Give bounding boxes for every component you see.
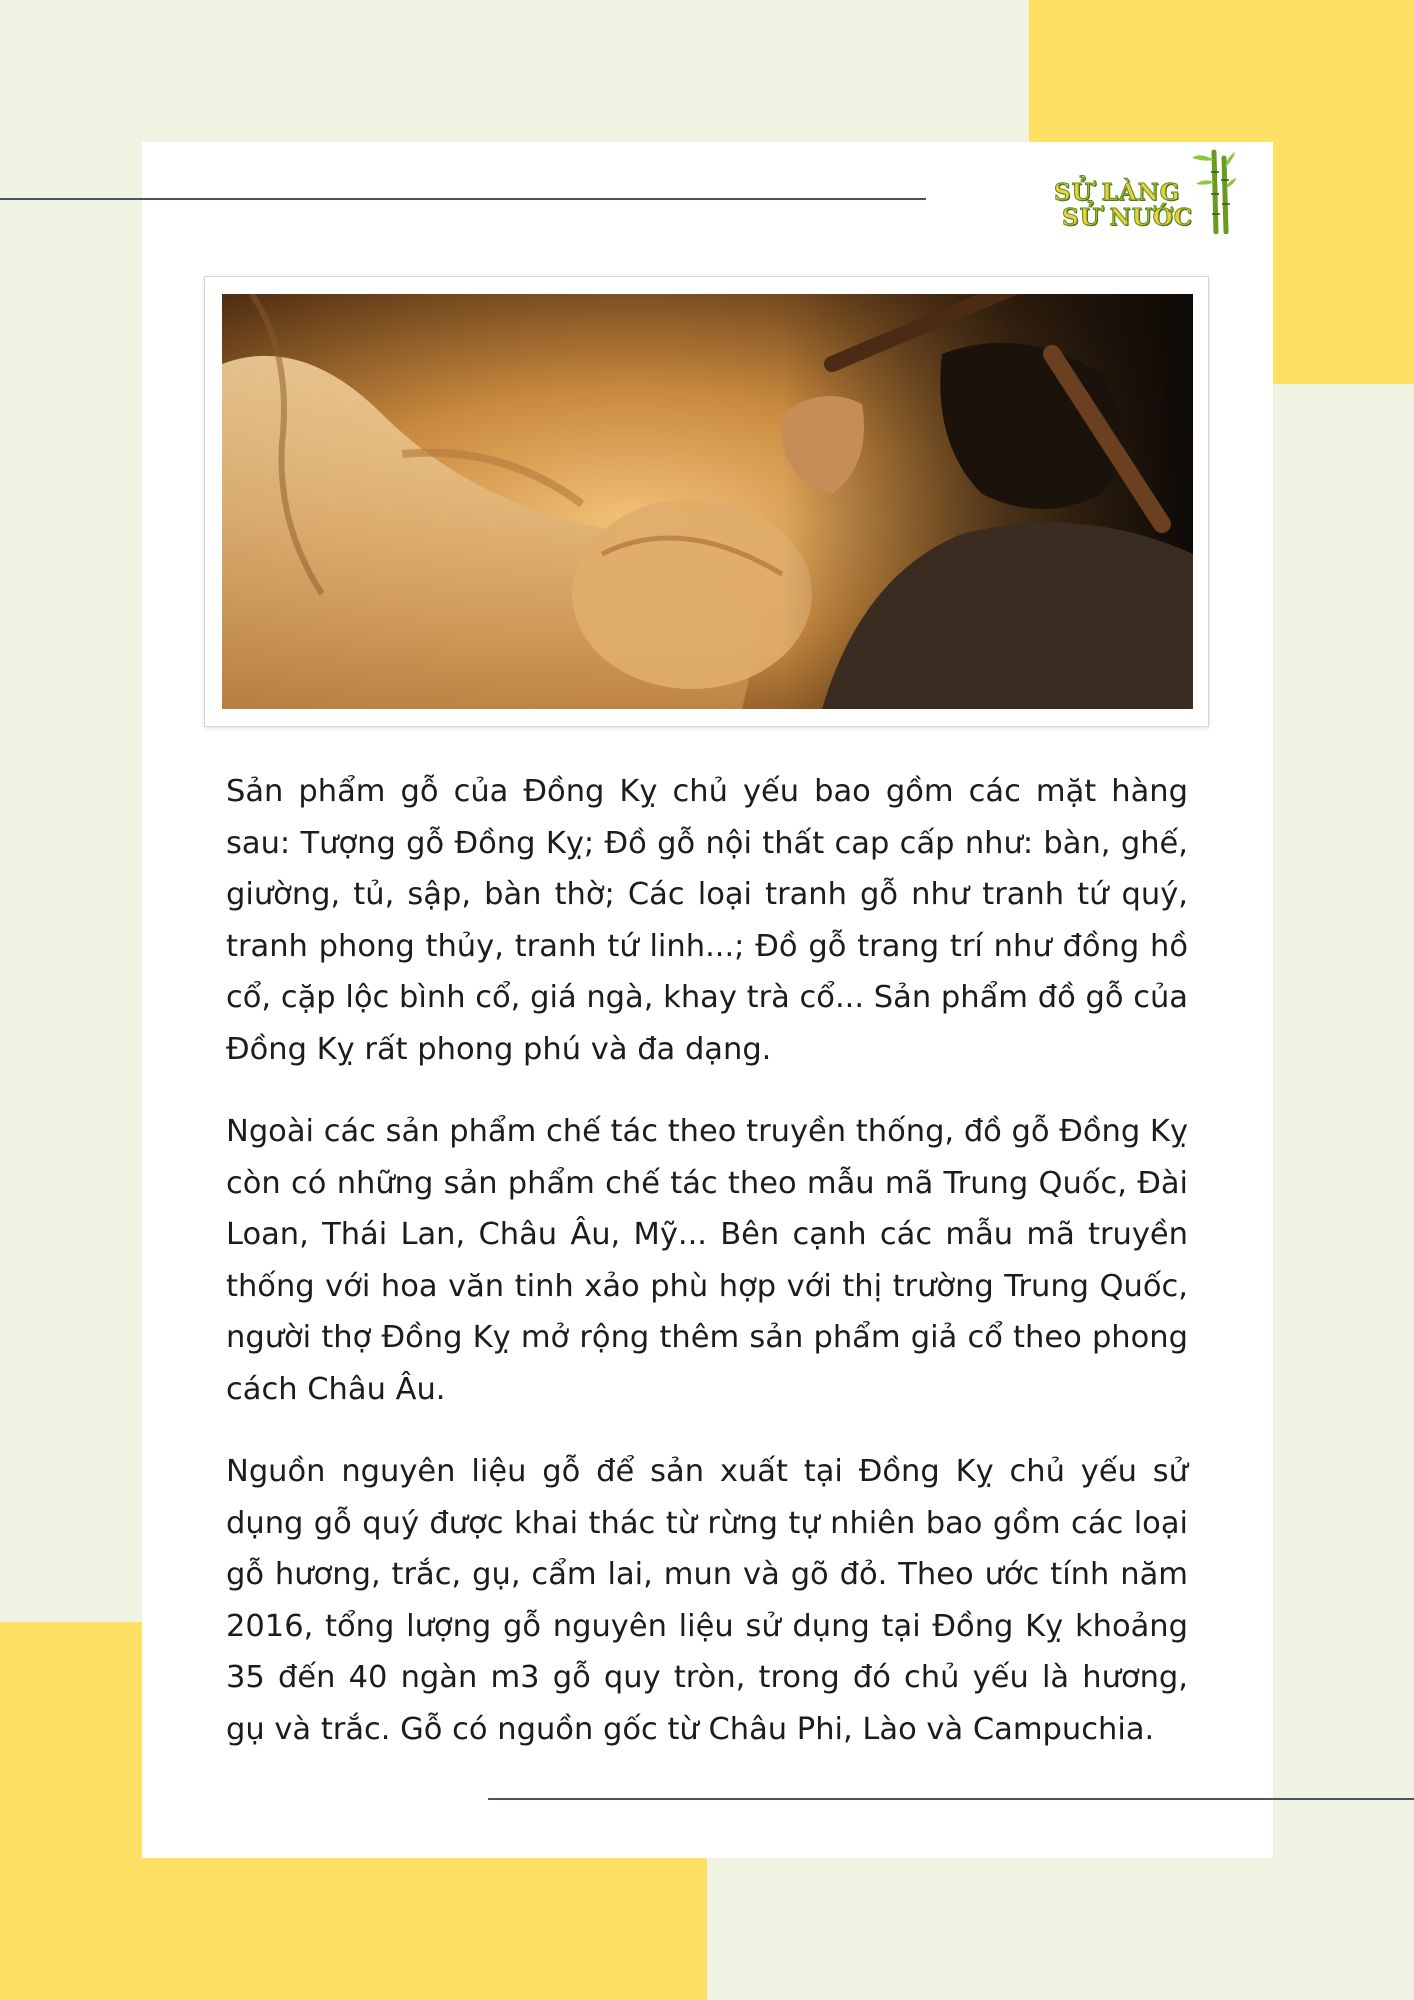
photo-frame bbox=[204, 276, 1209, 727]
bamboo-icon bbox=[1186, 148, 1236, 234]
paragraph-2: Ngoài các sản phẩm chế tác theo truyền thống, đồ gỗ Đồng Kỵ còn có những sản phẩm chế tác theo mẫu mã Trung Quốc, Đài Loan, Thái Lan, Châu Âu, Mỹ... Bên cạnh các mẫu mã truyền thống với hoa văn tinh xảo phù hợp với thị trường Trung Quốc, người thợ Đồng Kỵ mở rộng thêm sản phẩm giả cổ theo phong cách Châu Âu. bbox=[226, 1114, 1188, 1407]
logo-text-line1: SỬ LÀNG bbox=[1054, 179, 1181, 206]
divider-line-top bbox=[0, 198, 926, 200]
divider-line-bottom bbox=[488, 1798, 1414, 1800]
logo-text-line2: SỬ NƯỚC bbox=[1062, 204, 1194, 231]
article-body bbox=[226, 766, 1188, 1786]
woodcarver-photo bbox=[222, 294, 1193, 709]
brand-logo bbox=[1050, 148, 1240, 238]
paragraph-1: Sản phẩm gỗ của Đồng Kỵ chủ yếu bao gồm các mặt hàng sau: Tượng gỗ Đồng Kỵ; Đồ gỗ nội thất cap cấp như: bàn, ghế, giường, tủ, sập, bàn thờ; Các loại tranh gỗ như tranh tứ quý, tranh phong thủy, tranh tứ linh...; Đồ gỗ trang trí như đồng hồ cổ, cặp lộc bình cổ, giá ngà, khay trà cổ... Sản phẩm đồ gỗ của Đồng Kỵ rất phong phú và đa dạng. bbox=[226, 774, 1188, 1067]
paragraph-3: Nguồn nguyên liệu gỗ để sản xuất tại Đồng Kỵ chủ yếu sử dụng gỗ quý được khai thác từ rừng tự nhiên bao gồm các loại gỗ hương, trắc, gụ, cẩm lai, mun và gõ đỏ. Theo ước tính năm 2016, tổng lượng gỗ nguyên liệu sử dụng tại Đồng Kỵ khoảng 35 đến 40 ngàn m3 gỗ quy tròn, trong đó chủ yếu là hương, gụ và trắc. Gỗ có nguồn gốc từ Châu Phi, Lào và Campuchia. bbox=[226, 1454, 1188, 1747]
